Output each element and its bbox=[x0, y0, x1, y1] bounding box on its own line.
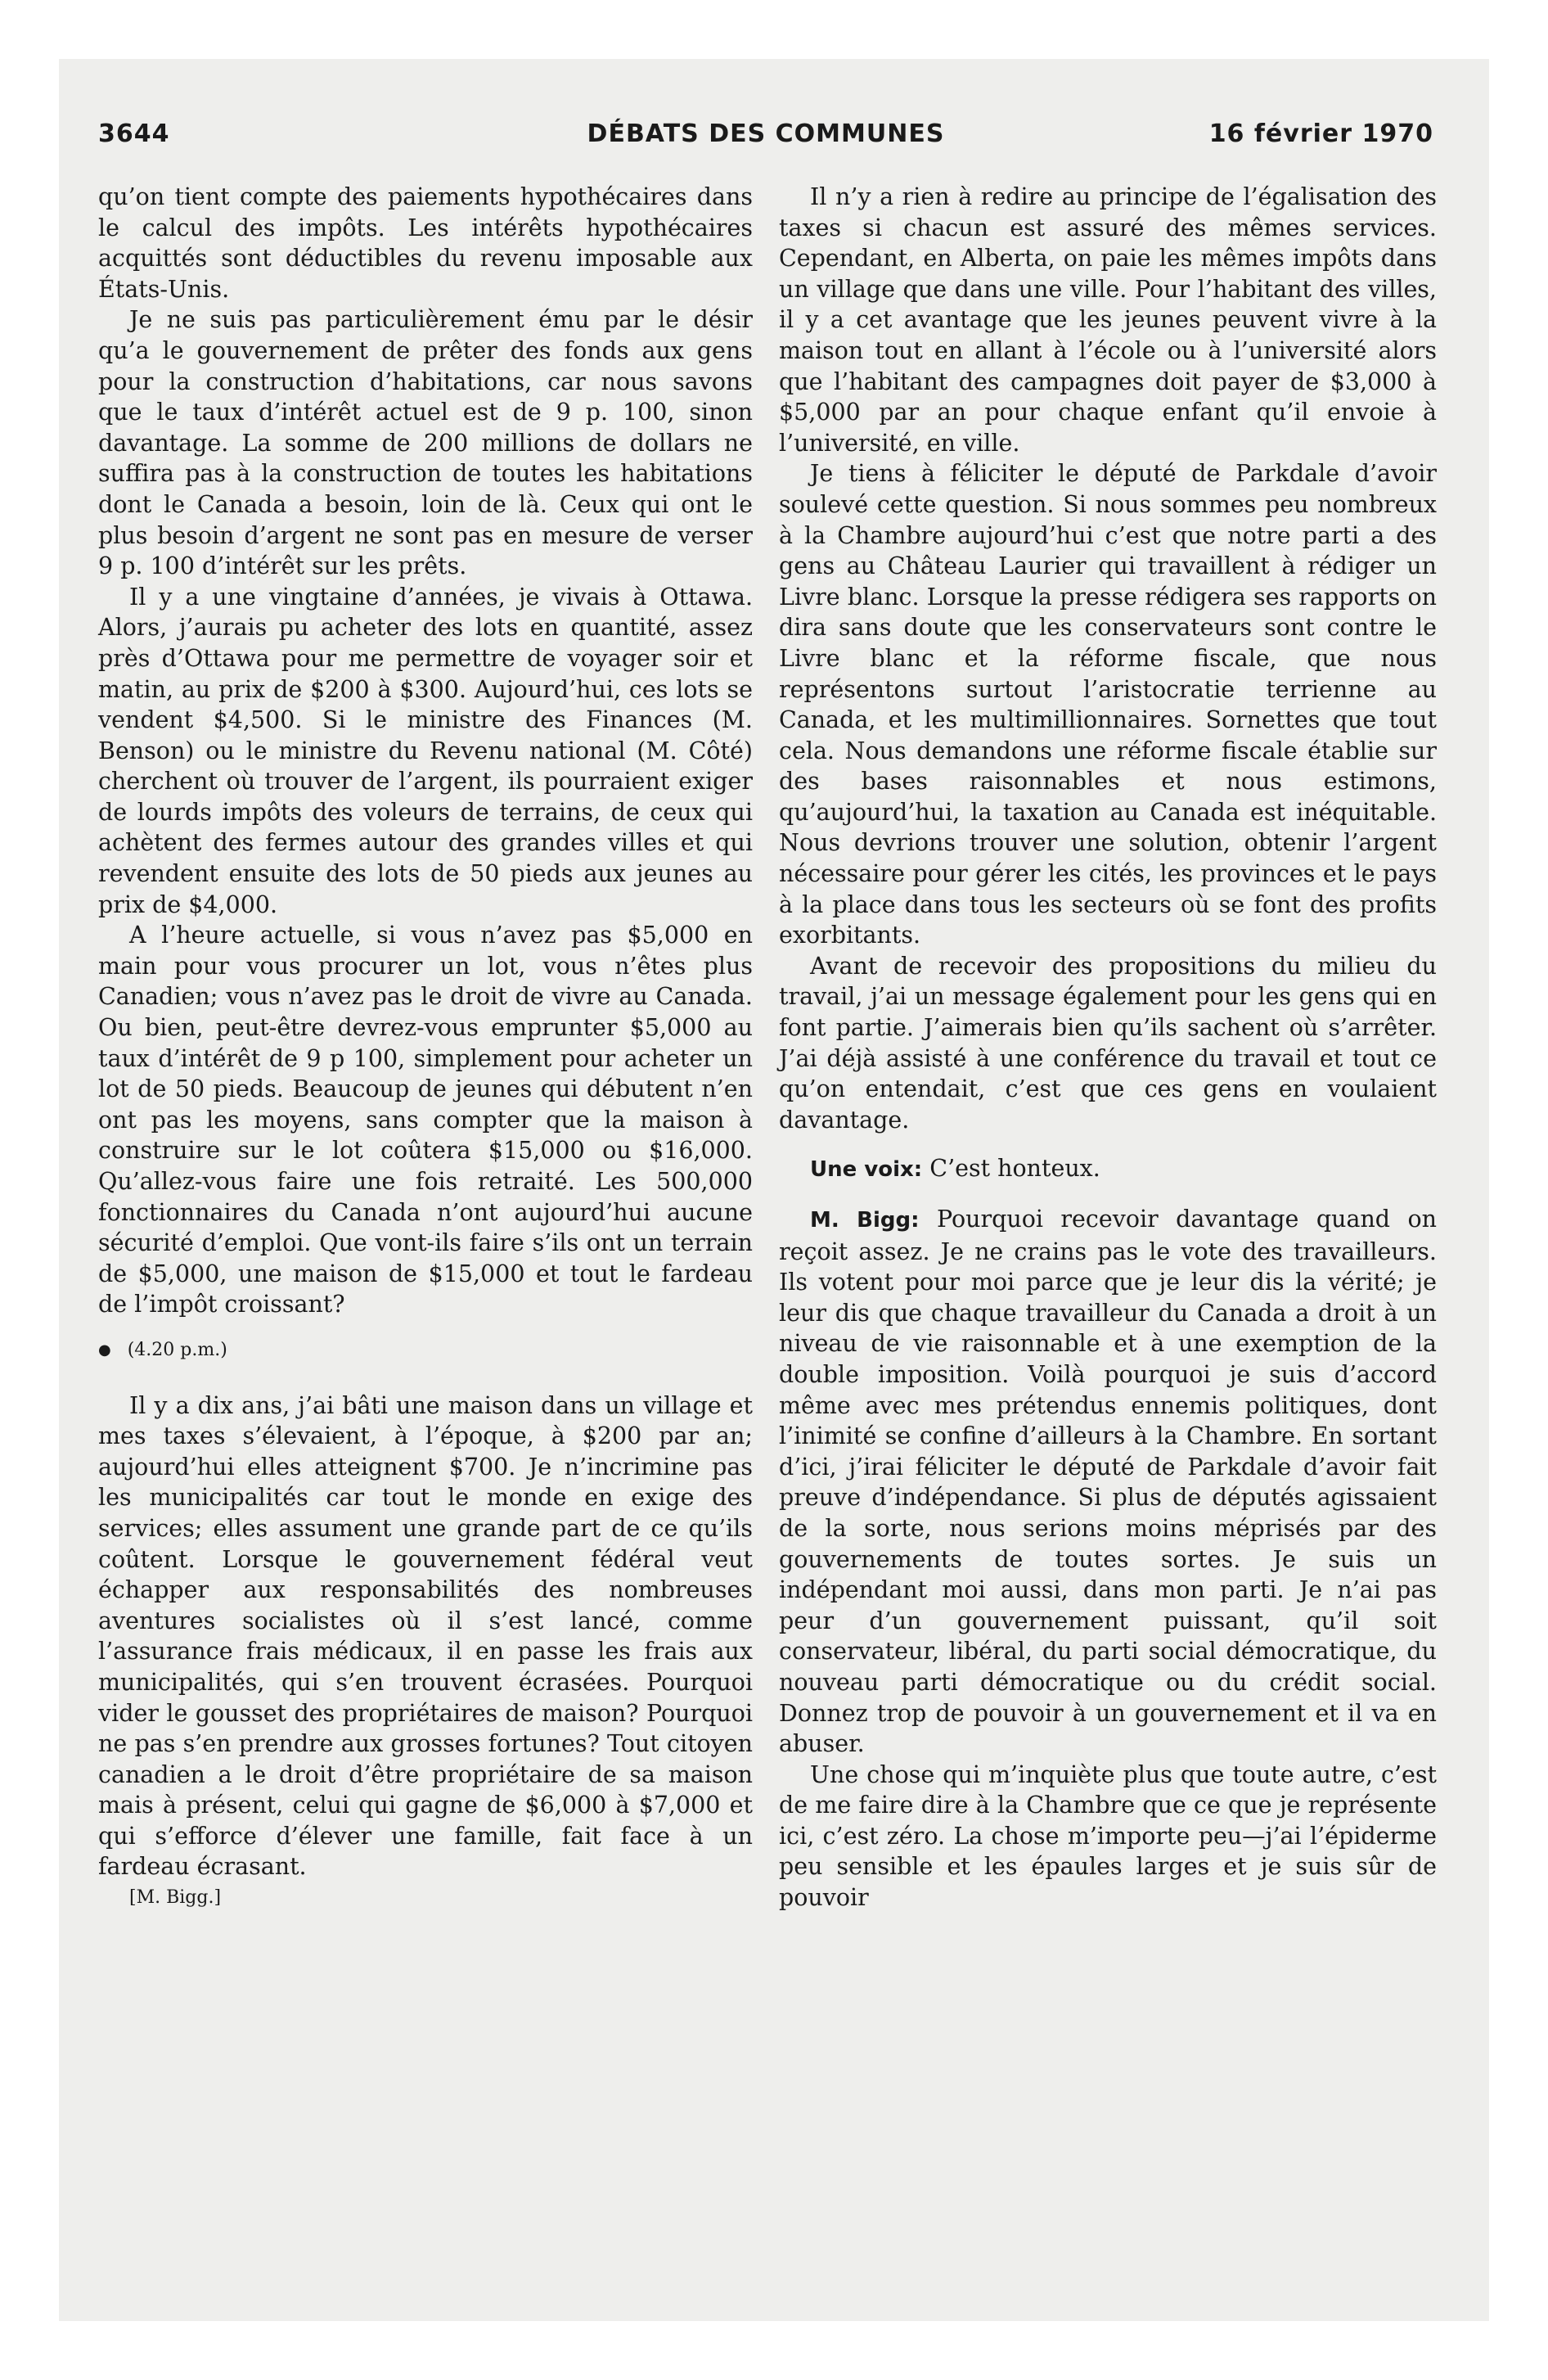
speech-text: C’est honteux. bbox=[929, 1155, 1100, 1183]
speech bbox=[779, 1204, 1437, 1760]
paragraph: qu’on tient compte des paiements hypothécaires dans le calcul des impôts. Les intérêts hypothécaires acquittés sont déductibles du revenu imposable aux États-Unis. bbox=[98, 183, 753, 303]
paragraph: Avant de recevoir des propositions du milieu du travail, j’ai un message également pour les gens qui en font partie. J’aimerais bien qu’ils sachent où s’arrêter. J’ai déjà assisté à une conférence du travail et tout ce qu’on entendait, c’est que ces gens en voulaient davantage. bbox=[779, 952, 1437, 1134]
paragraph: Je ne suis pas particulièrement ému par le désir qu’a le gouvernement de prêter des fonds aux gens pour la construction d’habitations, car nous savons que le taux d’intérêt actuel est de 9 p. 100, sinon davantage. La somme de 200 millions de dollars ne suffira pas à la construction de toutes les habitations dont le Canada a besoin, loin de là. Ceux qui ont le plus besoin d’argent ne sont pas en mesure de verser 9 p. 100 d’intérêt sur les prêts. bbox=[98, 306, 753, 580]
paragraph: Il y a une vingtaine d’années, je vivais à Ottawa. Alors, j’aurais pu acheter des lots en quantité, assez près d’Ottawa pour me permettre de voyager soir et matin, au prix de $200 à $300. Aujourd’hui, ces lots se vendent $4,500. Si le ministre des Finances (M. Benson) ou le ministre du Revenu national (M. Côté) cherchent où trouver de l’argent, ils pourraient exiger de lourds impôts des voleurs de terrains, de ceux qui achètent des fermes autour des grandes villes et qui revendent ensuite des lots de 50 pieds aux jeunes au prix de $4,000. bbox=[98, 583, 753, 918]
running-header bbox=[98, 119, 1433, 156]
speech-text: Pourquoi recevoir davantage quand on reçoit assez. Je ne crains pas le vote des travailleurs. Ils votent pour moi parce que je leur dis la vérité; je leur dis que chaque travailleur du Canada a droit à un niveau de vie raisonnable et à une exemption de la double imposition. Voilà pourquoi je suis d’accord même avec mes prétendus ennemis politiques, dont l’inimité se confine d’ailleurs à la Chambre. En sortant d’ici, j’irai féliciter le député de Parkdale d’avoir fait preuve d’indépendance. Si plus de députés agissaient de la sorte, nous serions moins méprisés par des gouvernements de toutes sortes. Je suis un indépendant moi aussi, dans mon parti. Je n’ai pas peur d’un gouvernement puissant, qu’il soit conservateur, libéral, du parti social démocratique, du nouveau parti démocratique ou du crédit social. Donnez trop de pouvoir à un gouvernement et il va en abuser. bbox=[779, 1206, 1437, 1758]
page-number: 3644 bbox=[98, 119, 170, 148]
publication-title: DÉBATS DES COMMUNES bbox=[587, 119, 945, 148]
spacer bbox=[779, 1186, 1437, 1204]
paragraph: Il y a dix ans, j’ai bâti une maison dans un village et mes taxes s’élevaient, à l’époque, à $200 par an; aujourd’hui elles atteignent $700. Je n’incrimine pas les municipalités car tout le monde en exige des services; elles assument une grande part de ce qu’ils coûtent. Lorsque le gouvernement fédéral veut échapper aux responsabilités des nombreuses aventures socialistes où il s’est lancé, comme l’assurance frais médicaux, il en passe les frais aux municipalités, qui s’en trouvent écrasées. Pourquoi vider le gousset des propriétaires de maison? Pourquoi ne pas s’en prendre aux grosses fortunes? Tout citoyen canadien a le droit d’être propriétaire de sa maison mais à présent, celui qui gagne de $6,000 à $7,000 et qui s’efforce d’élever une famille, fait face à un fardeau écrasant. bbox=[98, 1391, 753, 1881]
session-date: 16 février 1970 bbox=[1208, 119, 1433, 148]
bullet-icon: ● bbox=[98, 1341, 111, 1359]
paragraph: Il n’y a rien à redire au principe de l’égalisation des taxes si chacun est assuré des mêmes services. Cependant, en Alberta, on paie les mêmes impôts dans un village que dans une ville. Pour l’habitant des villes, il y a cet avantage que les jeunes peuvent vivre à la maison tout en allant à l’école ou à l’université alors que l’habitant des campagnes doit payer de $3,000 à $5,000 par an pour chaque enfant qu’il envoie à l’université, en ville. bbox=[779, 183, 1437, 457]
timestamp-marker bbox=[98, 1335, 753, 1366]
left-column bbox=[98, 182, 753, 2326]
spacer bbox=[779, 1135, 1437, 1153]
speaker-name: M. Bigg: bbox=[810, 1208, 920, 1233]
interjection bbox=[779, 1153, 1437, 1186]
speaker-attribution: [M. Bigg.] bbox=[129, 1887, 222, 1909]
timestamp: (4.20 p.m.) bbox=[127, 1339, 227, 1360]
paragraph: A l’heure actuelle, si vous n’avez pas $5,000 en main pour vous procurer un lot, vous n’êtes plus Canadien; vous n’avez pas le droit de vivre au Canada. Ou bien, peut-être devrez-vous emprunter $5,000 au taux d’intérêt de 9 p 100, simplement pour acheter un lot de 50 pieds. Beaucoup de jeunes qui débutent n’en ont pas les moyens, sans compter que la maison à construire sur le lot coûtera $15,000 ou $16,000. Qu’allez-vous faire une fois retraité. Les 500,000 fonctionnaires du Canada n’ont aujourd’hui aucune sécurité d’emploi. Que vont-ils faire s’ils ont un terrain de $5,000, une maison de $15,000 et tout le fardeau de l’impôt croissant? bbox=[98, 922, 753, 1318]
paragraph: Je tiens à féliciter le député de Parkdale d’avoir soulevé cette question. Si nous sommes peu nombreux à la Chambre aujourd’hui c’est que notre parti a des gens au Château Laurier qui travaillent à rédiger un Livre blanc. Lorsque la presse rédigera ses rapports on dira sans doute que les conservateurs sont contre le Livre blanc et la réforme fiscale, que nous représentons surtout l’aristocratie terrienne au Canada, et les multimillionnaires. Sornettes que tout cela. Nous demandons une réforme fiscale établie sur des bases raisonnables et nous estimons, qu’aujourd’hui, la taxation au Canada est inéquitable. Nous devrions trouver une solution, obtenir l’argent nécessaire pour gérer les cités, les provinces et le pays à la place dans tous les secteurs où se font des profits exorbitants. bbox=[779, 460, 1437, 949]
paragraph: Une chose qui m’inquiète plus que toute autre, c’est de me faire dire à la Chambre que ce que je représente ici, c’est zéro. La chose m’importe peu—j’ai l’épiderme peu sensible et les épaules larges et je suis sûr de pouvoir bbox=[779, 1760, 1437, 1912]
right-column bbox=[779, 182, 1437, 2326]
speaker-name: Une voix: bbox=[810, 1157, 923, 1183]
